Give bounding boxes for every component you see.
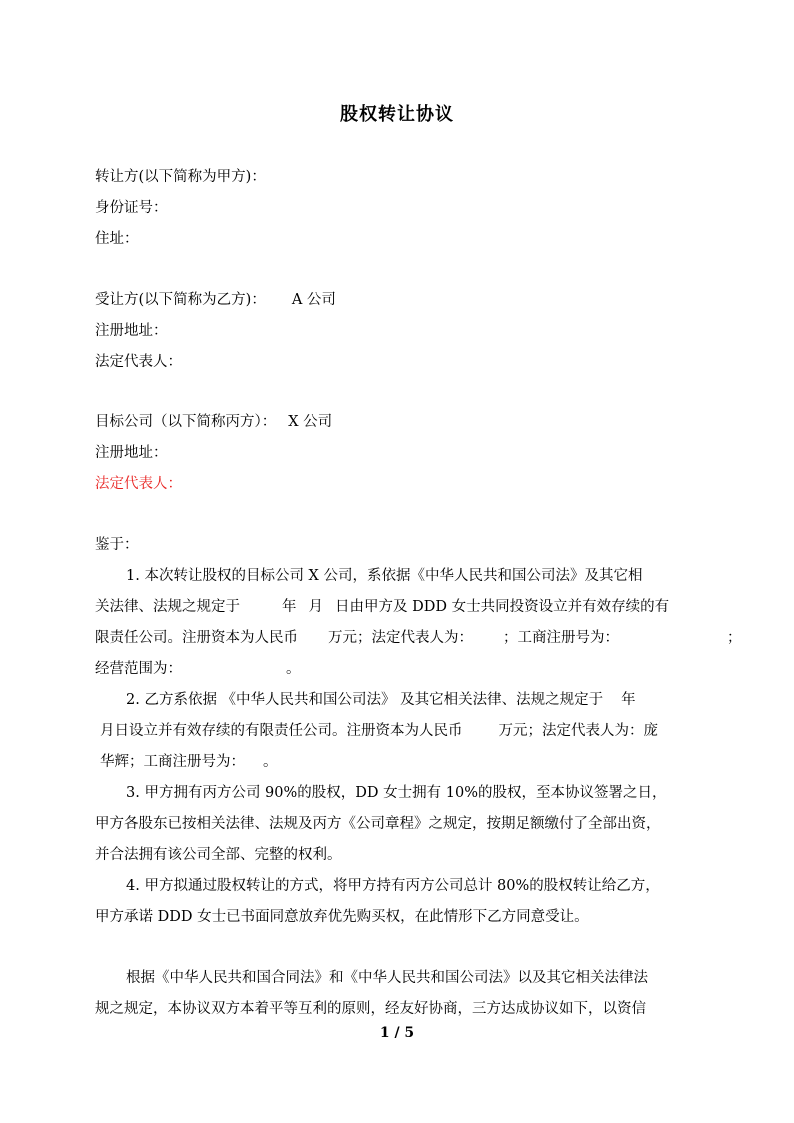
- whereas-item3-line2: 甲方各股东已按相关法律、法规及丙方《公司章程》之规定，按期足额缴付了全部出资，: [95, 816, 661, 832]
- item1-l3-semicolon: ；: [727, 630, 742, 646]
- target-company-reg-address-label: 注册地址：: [95, 445, 168, 461]
- item1-l4-part1: 经营范围为：: [95, 661, 182, 677]
- party-a-address-label: 住址：: [95, 231, 139, 247]
- whereas-heading: 鉴于：: [95, 537, 139, 553]
- item1-l3-part1: 限责任公司。注册资本为人民币: [95, 630, 298, 646]
- whereas-item2-line2: [100, 721, 658, 741]
- item2-l3-period: 。: [263, 754, 278, 770]
- target-company-line: [95, 412, 332, 432]
- item1-l2-part2: 日由甲方及 DDD 女士共同投资设立并有效存续的有: [335, 599, 670, 615]
- closing-line1: 根据《中华人民共和国合同法》和《中华人民共和国公司法》以及其它相关法律法: [126, 970, 648, 986]
- party-b-name: A 公司: [291, 292, 336, 308]
- item1-l3-part3: ；工商注册号为：: [503, 630, 619, 646]
- item2-l2-part2: 万元；法定代表人为：庞: [498, 723, 658, 739]
- whereas-item1-line4: [95, 659, 301, 679]
- item2-l1-year: 年: [621, 692, 636, 708]
- item1-l3-part2: 万元；法定代表人为：: [328, 630, 473, 646]
- party-b-reg-address-label: 注册地址：: [95, 323, 168, 339]
- item1-l2-month: 月: [308, 599, 323, 615]
- item2-l1-part1: 2. 乙方系依据 《中华人民共和国公司法》 及其它相关法律、法规之规定于: [126, 692, 604, 708]
- party-b-label: 受让方(以下简称为乙方)：: [95, 292, 266, 308]
- whereas-item2-line3: [100, 752, 278, 772]
- whereas-item3-line1: 3. 甲方拥有丙方公司 90%的股权，DD 女士拥有 10%的股权，至本协议签署之日，: [126, 785, 667, 801]
- closing-line2: 规之规定，本协议双方本着平等互利的原则，经友好协商，三方达成协议如下，以资信: [95, 1001, 646, 1017]
- whereas-item3-line3: 并合法拥有该公司全部、完整的权利。: [95, 847, 342, 863]
- target-company-label: 目标公司（以下简称丙方）：: [95, 414, 277, 430]
- item2-l2-part1: 月日设立并有效存续的有限责任公司。注册资本为人民币: [100, 723, 463, 739]
- party-a-label: 转让方(以下简称为甲方)：: [95, 169, 266, 185]
- page-number: 1 / 5: [379, 1025, 415, 1041]
- whereas-item4-line2: 甲方承诺 DDD 女士已书面同意放弃优先购买权，在此情形下乙方同意受让。: [95, 909, 589, 925]
- whereas-item1-line3: [95, 628, 742, 648]
- document-title: 股权转让协议: [340, 104, 454, 125]
- whereas-item1-line2: [95, 597, 669, 617]
- whereas-item2-line1: [126, 690, 636, 710]
- item1-l2-part1: 关法律、法规之规定于: [95, 599, 240, 615]
- party-b-line: [95, 290, 336, 310]
- party-a-id-label: 身份证号：: [95, 200, 168, 216]
- whereas-item1-line1: 1. 本次转让股权的目标公司 X 公司，系依据《中华人民共和国公司法》及其它相: [126, 568, 643, 584]
- item1-l2-year: 年: [282, 599, 297, 615]
- item1-l4-period: 。: [286, 661, 301, 677]
- target-company-legal-rep-label: 法定代表人：: [95, 476, 182, 492]
- party-b-legal-rep-label: 法定代表人：: [95, 354, 182, 370]
- whereas-item4-line1: 4. 甲方拟通过股权转让的方式，将甲方持有丙方公司总计 80%的股权转让给乙方，: [126, 878, 660, 894]
- target-company-name: X 公司: [288, 414, 333, 430]
- item2-l3-part1: 华辉；工商注册号为：: [100, 754, 245, 770]
